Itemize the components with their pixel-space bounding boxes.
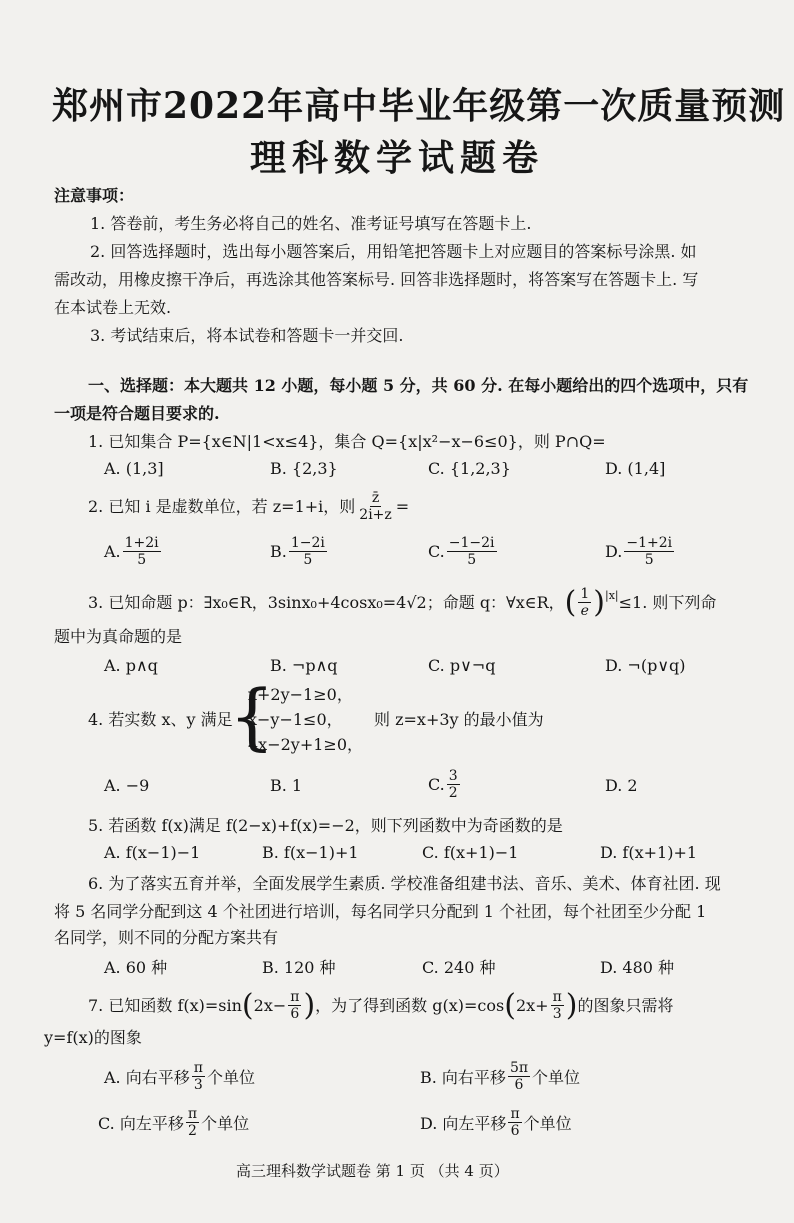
q7-paren-1-close: ) (303, 987, 316, 1023)
q2-option-a (104, 535, 163, 568)
q7-b-post: 个单位 (532, 1068, 581, 1087)
q7-f1-den: 6 (290, 1006, 300, 1022)
q7-a-fraction (192, 1060, 205, 1093)
q7-b-num: 5π (509, 1060, 529, 1076)
q1-option-a: A. (1,3] (104, 459, 164, 478)
q2-b-den: 5 (303, 552, 313, 568)
notice-item-3: 3. 考试结束后，将本试卷和答题卡一并交回. (90, 326, 404, 345)
q5-option-c: C. f(x+1)−1 (422, 843, 519, 862)
q7-b-den: 6 (514, 1077, 524, 1093)
q7-option-c (98, 1106, 249, 1139)
q7-d-den: 6 (510, 1123, 520, 1139)
q7-option-b (420, 1060, 580, 1093)
q7-text-3: ，为了得到函数 g(x)=cos (315, 995, 505, 1015)
q2-stem-text: 2. 已知 i 是虚数单位，若 z=1+i，则 (88, 496, 356, 516)
q4-option-b: B. 1 (270, 776, 303, 795)
q7-f2-num: π (552, 989, 562, 1005)
page-footer: 高三理科数学试题卷 第 1 页 （共 4 页） (236, 1162, 509, 1180)
q2-option-c (428, 535, 499, 568)
q2-d-fraction (624, 535, 674, 568)
q1-option-c: C. {1,2,3} (428, 459, 511, 478)
exam-subtitle: 理科数学试题卷 (250, 137, 545, 179)
question-4-stem: 4. 若实数 x、y 满足 (88, 710, 233, 729)
q3-option-b: B. ¬p∧q (270, 656, 338, 675)
q2-a-num: 1+2i (124, 535, 159, 551)
q4-c-den: 2 (448, 785, 458, 801)
q4-constraint-3: 4x−2y+1≥0， (248, 735, 364, 754)
q7-fraction-1 (288, 989, 301, 1022)
q2-c-num: −1−2i (448, 535, 495, 551)
q2-b-num: 1−2i (290, 535, 325, 551)
q7-f2-den: 3 (552, 1006, 562, 1022)
q5-option-a: A. f(x−1)−1 (104, 843, 201, 862)
q3-left-paren: ( (564, 584, 577, 620)
q2-b-label: B. (270, 542, 287, 561)
q7-text-5: 的图象只需将 (577, 995, 674, 1015)
q6-option-c: C. 240 种 (422, 958, 496, 977)
notice-item-2-line-3: 在本试卷上无效. (54, 298, 172, 317)
q3-stem-text: 3. 已知命题 p：∃x₀∈R，3sinx₀+4cosx₀=4√2；命题 q：∀x∈R， (88, 592, 565, 612)
question-6-stem: 6. 为了落实五育并举，全面发展学生素质. 学校准备组建书法、音乐、美术、体育社团. 现 (88, 874, 721, 893)
q7-text-2: 2x− (253, 995, 287, 1015)
q4-option-d: D. 2 (605, 776, 638, 795)
q7-d-num: π (510, 1106, 520, 1122)
section-heading: 一、选择题：本大题共 12 小题，每小题 5 分，共 60 分. 在每小题给出的四个选项中，只有 (88, 376, 749, 395)
question-6-stem-line-2: 将 5 名同学分配到这 4 个社团进行培训，每名同学只分配到 1 个社团，每个社团至少分配 1 (54, 902, 707, 921)
q2-frac-num: z̄ (371, 490, 380, 506)
q3-option-d: D. ¬(p∨q) (605, 656, 686, 675)
q7-a-pre: A. 向右平移 (104, 1068, 190, 1087)
q7-text-1: 7. 已知函数 f(x)=sin (88, 995, 242, 1015)
q7-b-fraction (508, 1060, 530, 1093)
q4-c-num: 3 (448, 768, 458, 784)
q7-f1-num: π (290, 989, 300, 1005)
q2-c-den: 5 (467, 552, 477, 568)
notice-heading: 注意事项： (54, 186, 135, 205)
q2-d-num: −1+2i (626, 535, 673, 551)
q6-option-d: D. 480 种 (600, 958, 675, 977)
q2-frac-den: 2i+z (359, 507, 392, 523)
notice-item-2-line-2: 需改动，用橡皮擦干净后，再选涂其他答案标号. 回答非选择题时，将答案写在答题卡上. 写 (54, 270, 699, 289)
question-7-stem (88, 989, 674, 1022)
q6-option-b: B. 120 种 (262, 958, 336, 977)
q7-d-pre: D. 向左平移 (420, 1114, 507, 1133)
q7-c-num: π (187, 1106, 198, 1122)
q4-c-label: C. (428, 775, 445, 794)
question-3-stem-line-2: 题中为真命题的是 (54, 627, 183, 646)
section-heading-line-2: 一项是符合题目要求的. (54, 404, 220, 423)
q7-a-num: π (193, 1060, 203, 1076)
q2-a-label: A. (104, 542, 121, 561)
q2-b-fraction (289, 535, 327, 568)
q2-stem-equals: = (395, 496, 410, 516)
q1-option-b: B. {2,3} (270, 459, 338, 478)
q3-option-c: C. p∨¬q (428, 656, 496, 675)
q4-option-a: A. −9 (104, 776, 150, 795)
q3-right-paren: ) (593, 584, 605, 620)
q4-c-fraction (447, 768, 460, 801)
q4-constraint-1: x+2y−1≥0， (248, 685, 353, 704)
q2-d-den: 5 (644, 552, 654, 568)
q7-c-post: 个单位 (201, 1114, 250, 1133)
q7-paren-2-close: ) (565, 987, 578, 1023)
q7-paren-2-open: ( (504, 987, 516, 1023)
q7-option-d (420, 1106, 572, 1139)
q7-a-den: 3 (193, 1077, 203, 1093)
q7-paren-1-open: ( (241, 987, 254, 1023)
notice-item-1: 1. 答卷前，考生务必将自己的姓名、准考证号填写在答题卡上. (90, 214, 532, 233)
q7-c-fraction (186, 1106, 199, 1139)
q7-fraction-2 (551, 989, 564, 1022)
q7-d-fraction (508, 1106, 521, 1139)
q5-option-b: B. f(x−1)+1 (262, 843, 359, 862)
q2-c-fraction (447, 535, 497, 568)
exam-title: 郑州市2022年高中毕业年级第一次质量预测 (52, 85, 786, 127)
q7-a-post: 个单位 (206, 1068, 255, 1087)
q3-exponent: |x| (605, 589, 619, 602)
q3-option-a: A. p∧q (104, 656, 158, 675)
q7-option-a (104, 1060, 255, 1093)
q1-option-d: D. (1,4] (605, 459, 666, 478)
q3-stem-tail: ≤1. 则下列命 (618, 592, 717, 612)
q5-option-d: D. f(x+1)+1 (600, 843, 698, 862)
q7-b-pre: B. 向右平移 (420, 1068, 506, 1087)
q4-stem-tail: 则 z=x+3y 的最小值为 (374, 710, 544, 729)
q4-option-c (428, 768, 462, 801)
q2-d-label: D. (605, 542, 623, 561)
question-3-stem (88, 586, 716, 619)
q3-frac-den: e (580, 603, 589, 619)
q6-option-a: A. 60 种 (104, 958, 168, 977)
q2-c-label: C. (428, 542, 445, 561)
q7-c-pre: C. 向左平移 (98, 1114, 184, 1133)
q7-c-den: 2 (188, 1123, 197, 1139)
q2-option-d (605, 535, 676, 568)
q2-a-fraction (123, 535, 161, 568)
q3-frac-num: 1 (580, 586, 590, 602)
question-2-stem (88, 490, 409, 523)
question-1-stem: 1. 已知集合 P={x∈N|1<x≤4}，集合 Q={x|x²−x−6≤0}，则 P∩Q= (88, 432, 606, 451)
q3-fraction (578, 586, 591, 619)
q4-constraint-2: x−y−1≤0， (248, 710, 343, 729)
q2-option-b (270, 535, 329, 568)
q2-a-den: 5 (137, 552, 147, 568)
q2-stem-fraction (357, 490, 394, 523)
notice-item-2: 2. 回答选择题时，选出每小题答案后，用铅笔把答题卡上对应题目的答案标号涂黑. 如 (90, 242, 697, 261)
q7-d-post: 个单位 (523, 1114, 572, 1133)
q4-brace: { (229, 674, 275, 758)
question-7-stem-line-2: y=f(x)的图象 (44, 1028, 142, 1047)
question-6-stem-line-3: 名同学，则不同的分配方案共有 (54, 928, 279, 947)
q7-text-4: 2x+ (515, 995, 549, 1015)
question-5-stem: 5. 若函数 f(x)满足 f(2−x)+f(x)=−2，则下列函数中为奇函数的是 (88, 816, 563, 835)
